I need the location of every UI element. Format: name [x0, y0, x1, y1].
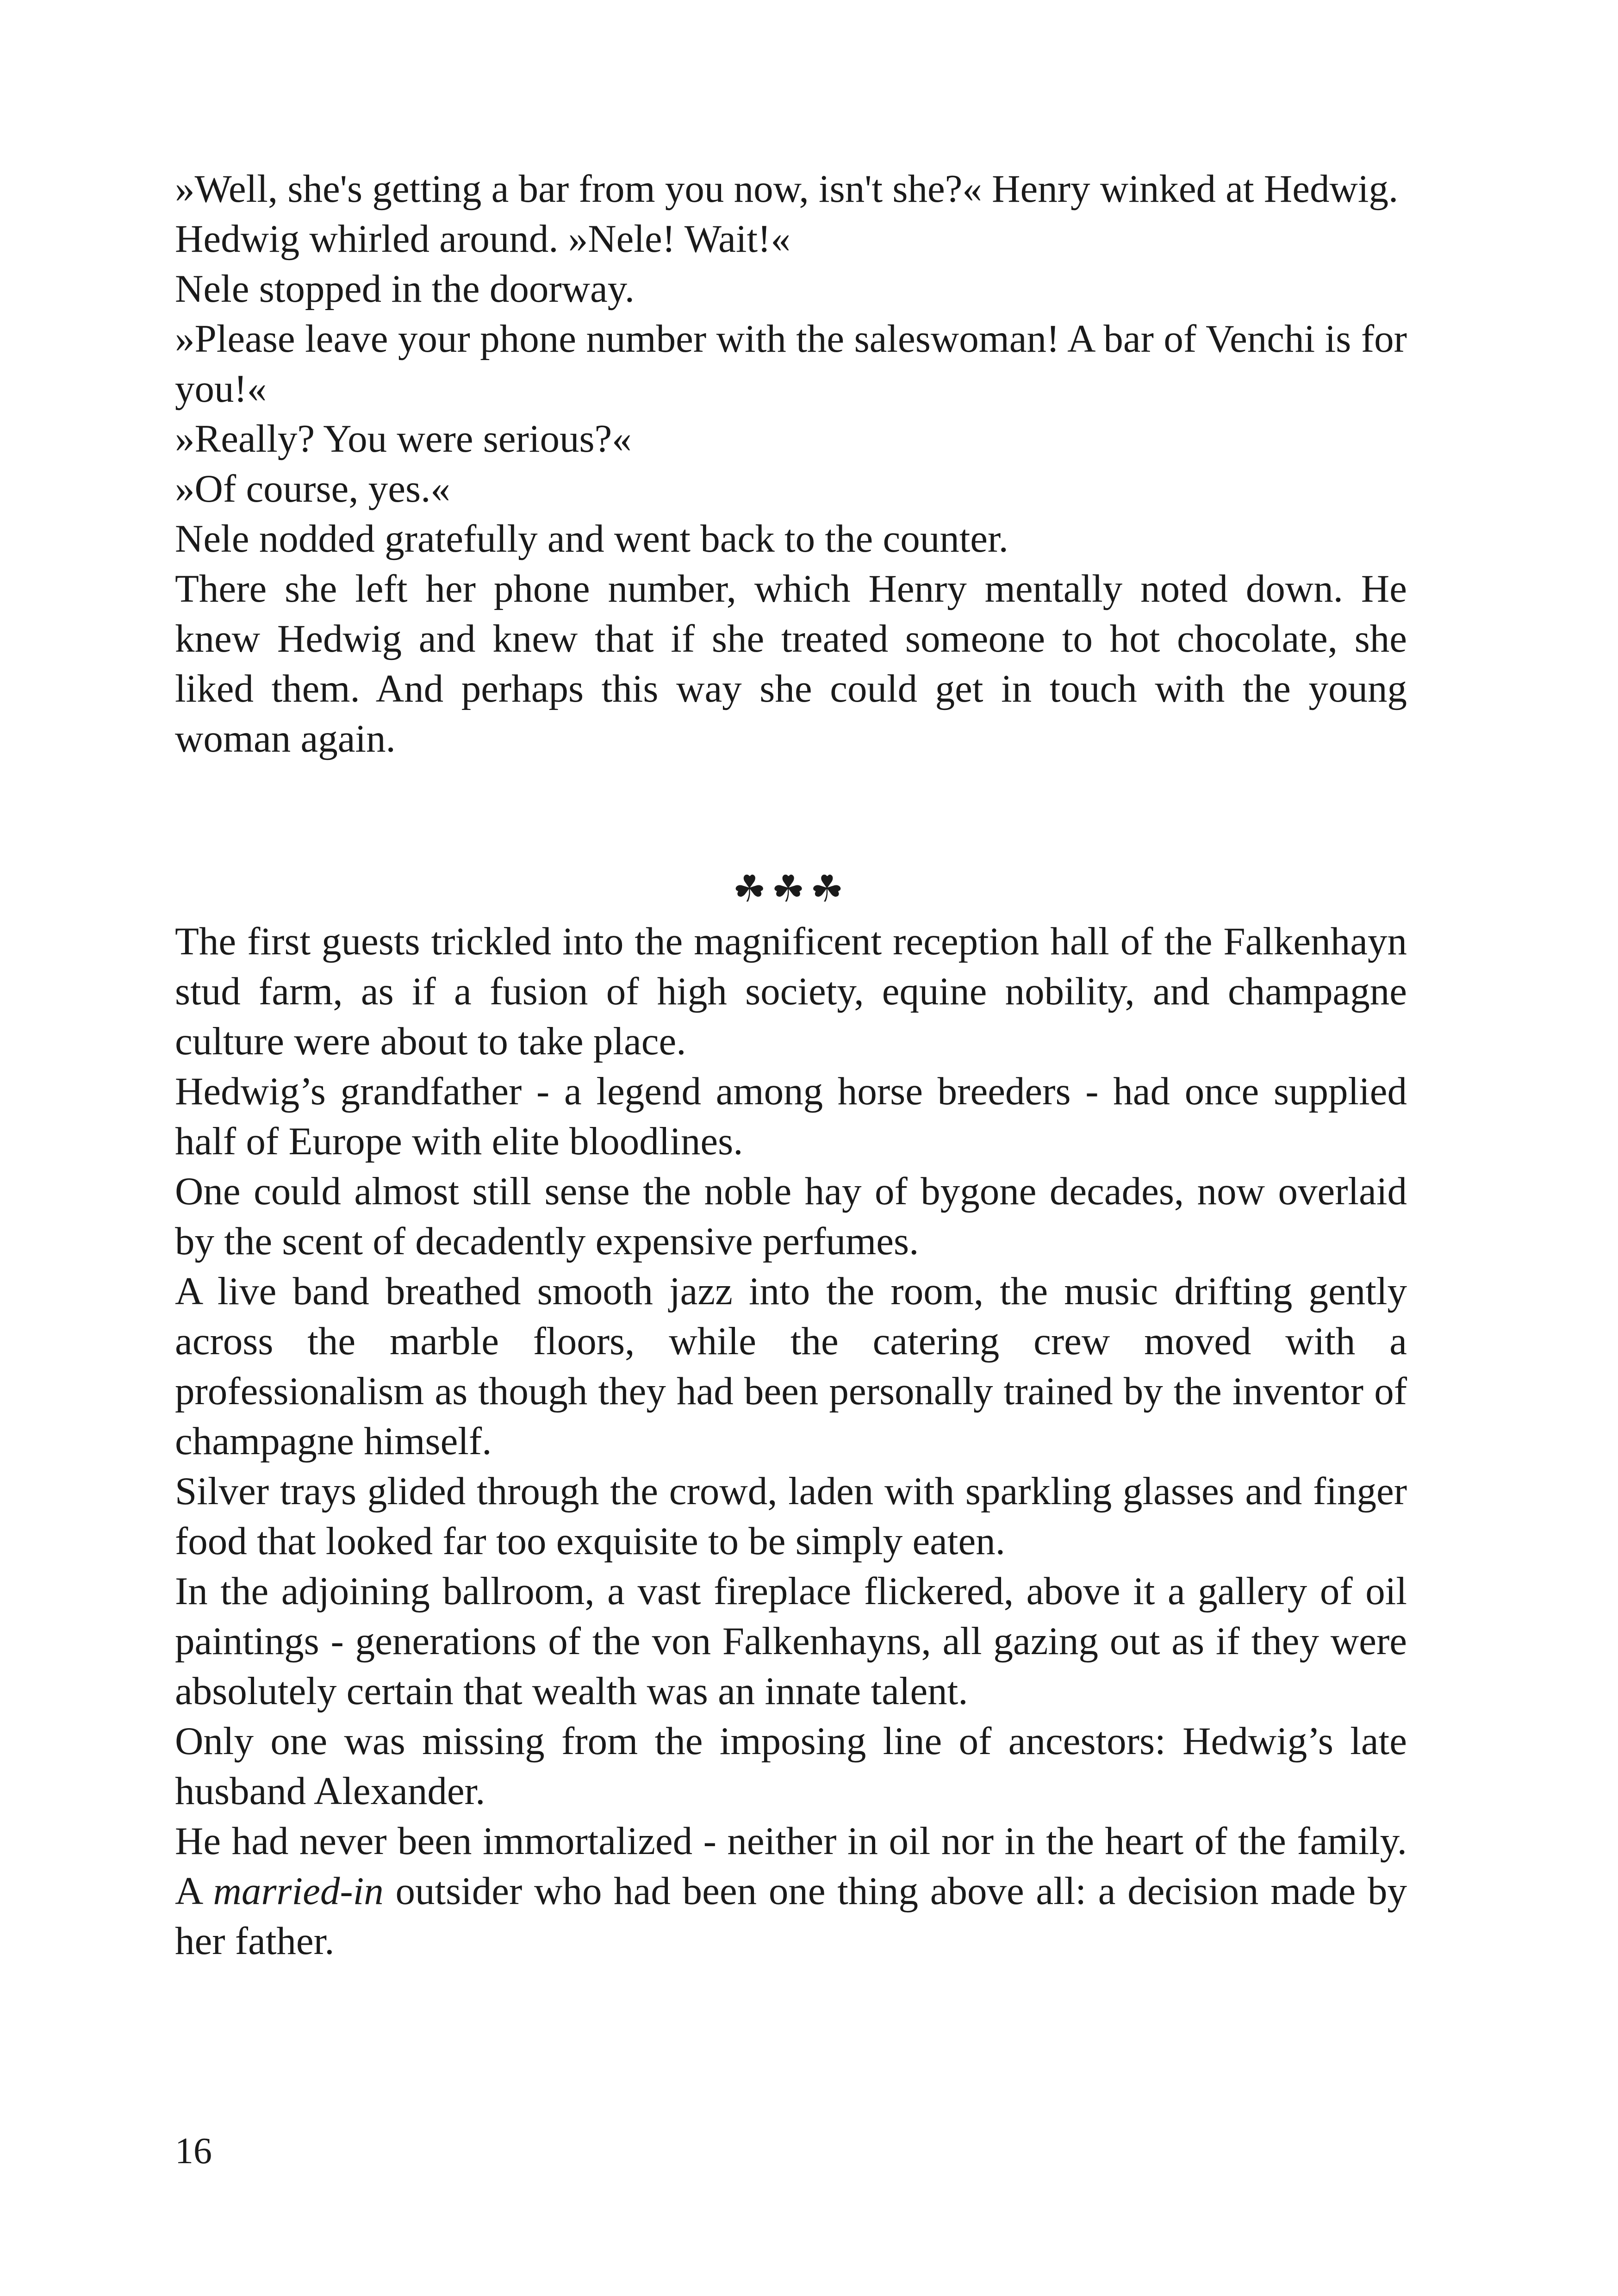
paragraph: Only one was missing from the imposing line of ancestors: Hedwig’s late husband Alexander. — [175, 1719, 1407, 1813]
paragraph: One could almost still sense the noble hay of bygone decades, now overlaid by the scent of decadently expensive perfumes. — [175, 1170, 1407, 1263]
paragraph-last — [175, 1816, 1407, 1966]
paragraph: The first guests trickled into the magnificent reception hall of the Falkenhayn stud farm, as if a fusion of high society, equine nobility, and champagne culture were about to take place. — [175, 920, 1407, 1063]
paragraph-text: outsider who had been one thing above all: a decision made by her father. — [175, 1869, 1407, 1963]
paragraph: »Really? You were serious?« — [175, 417, 632, 460]
paragraph: »Of course, yes.« — [175, 467, 450, 510]
paragraph: »Well, she's getting a bar from you now, isn't she?« Henry winked at Hedwig. — [175, 167, 1399, 211]
paragraph: In the adjoining ballroom, a vast fireplace flickered, above it a gallery of oil paintings - generations of the von Falkenhayns, all gazing out as if they were absolutely certain that wealth was an innate talent. — [175, 1569, 1407, 1713]
section-separator-icon: ☘☘☘ — [733, 869, 849, 910]
paragraph: Hedwig’s grandfather - a legend among horse breeders - had once supplied half of Europe with elite bloodlines. — [175, 1070, 1407, 1163]
page-number: 16 — [175, 2131, 212, 2172]
paragraph: Nele nodded gratefully and went back to the counter. — [175, 517, 1008, 560]
paragraph: Nele stopped in the doorway. — [175, 267, 635, 311]
paragraph: A live band breathed smooth jazz into the room, the music drifting gently across the marble floors, while the catering crew moved with a professionalism as though they had been personally trained by the inventor of champagne himself. — [175, 1269, 1407, 1463]
paragraph: Silver trays glided through the crowd, laden with sparkling glasses and finger food that looked far too exquisite to be simply eaten. — [175, 1469, 1407, 1563]
text-section-top — [175, 164, 1407, 764]
paragraph: Hedwig whirled around. »Nele! Wait!« — [175, 217, 790, 261]
italic-emphasis: married-in — [213, 1869, 384, 1913]
paragraph: There she left her phone number, which Henry mentally noted down. He knew Hedwig and knew that if she treated someone to hot chocolate, she liked them. And perhaps this way she could get in touch with the young woman again. — [175, 567, 1407, 760]
paragraph: »Please leave your phone number with the saleswoman! A bar of Venchi is for you!« — [175, 317, 1407, 411]
text-section-bottom — [175, 916, 1407, 1966]
paragraph-text: He had never been immortalized - neither in oil nor in the heart of the family. A — [175, 1819, 1407, 1913]
